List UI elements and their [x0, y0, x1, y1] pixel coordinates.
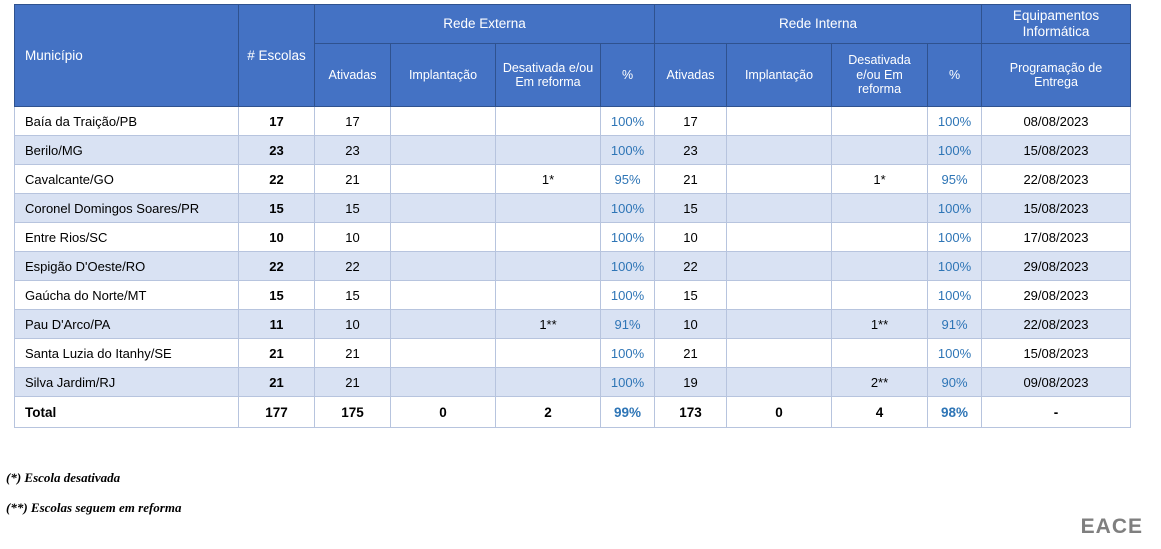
cell-int-implantacao	[727, 281, 832, 310]
header-int-ativadas: Ativadas	[655, 44, 727, 107]
cell-ext-implantacao	[391, 368, 496, 397]
table-row	[15, 136, 1131, 165]
table-row	[15, 368, 1131, 397]
header-ext-implantacao: Implantação	[391, 44, 496, 107]
table-body	[15, 107, 1131, 428]
cell-escolas: 22	[239, 252, 315, 281]
table-row	[15, 165, 1131, 194]
cell-ext-ativadas: 23	[315, 136, 391, 165]
total-cell-ext-ativadas: 175	[315, 397, 391, 428]
cell-int-implantacao	[727, 252, 832, 281]
header-row-groups	[15, 5, 1131, 44]
total-cell-int-implantacao: 0	[727, 397, 832, 428]
cell-escolas: 11	[239, 310, 315, 339]
cell-int-pct: 100%	[928, 194, 982, 223]
table-row	[15, 107, 1131, 136]
cell-int-pct: 95%	[928, 165, 982, 194]
cell-escolas: 21	[239, 368, 315, 397]
cell-ext-implantacao	[391, 194, 496, 223]
cell-ext-implantacao	[391, 107, 496, 136]
cell-ext-implantacao	[391, 310, 496, 339]
header-municipio: Município	[15, 5, 239, 107]
cell-ext-ativadas: 21	[315, 368, 391, 397]
cell-ext-ativadas: 10	[315, 310, 391, 339]
cell-municipio: Cavalcante/GO	[15, 165, 239, 194]
cell-municipio: Entre Rios/SC	[15, 223, 239, 252]
cell-municipio: Espigão D'Oeste/RO	[15, 252, 239, 281]
eace-logo: EACE	[1080, 515, 1143, 538]
header-rede-interna: Rede Interna	[655, 5, 982, 44]
cell-entrega: 29/08/2023	[982, 252, 1131, 281]
cell-int-pct: 91%	[928, 310, 982, 339]
cell-ext-pct: 100%	[601, 194, 655, 223]
table-row	[15, 281, 1131, 310]
cell-int-pct: 90%	[928, 368, 982, 397]
header-rede-externa: Rede Externa	[315, 5, 655, 44]
cell-entrega: 15/08/2023	[982, 339, 1131, 368]
cell-ext-desativada	[496, 136, 601, 165]
footnote-1: (*) Escola desativada	[6, 470, 121, 485]
cell-int-implantacao	[727, 310, 832, 339]
cell-entrega: 22/08/2023	[982, 165, 1131, 194]
cell-entrega: 17/08/2023	[982, 223, 1131, 252]
cell-ext-ativadas: 15	[315, 194, 391, 223]
header-ext-percent: %	[601, 44, 655, 107]
cell-escolas: 17	[239, 107, 315, 136]
cell-int-implantacao	[727, 339, 832, 368]
header-programacao-entrega: Programação de Entrega	[982, 44, 1131, 107]
cell-municipio: Berilo/MG	[15, 136, 239, 165]
cell-ext-implantacao	[391, 136, 496, 165]
cell-int-pct: 100%	[928, 339, 982, 368]
total-cell-municipio: Total	[15, 397, 239, 428]
cell-ext-desativada: 1*	[496, 165, 601, 194]
cell-int-desativada	[832, 107, 928, 136]
cell-entrega: 22/08/2023	[982, 310, 1131, 339]
cell-ext-pct: 100%	[601, 368, 655, 397]
cell-int-pct: 100%	[928, 107, 982, 136]
cell-int-implantacao	[727, 223, 832, 252]
cell-ext-desativada: 1**	[496, 310, 601, 339]
cell-municipio: Baía da Traição/PB	[15, 107, 239, 136]
footnote-2: (**) Escolas seguem em reforma	[6, 500, 182, 515]
cell-ext-ativadas: 17	[315, 107, 391, 136]
cell-entrega: 08/08/2023	[982, 107, 1131, 136]
header-escolas: # Escolas	[239, 5, 315, 107]
cell-ext-pct: 100%	[601, 281, 655, 310]
cell-ext-pct: 100%	[601, 107, 655, 136]
header-int-implantacao: Implantação	[727, 44, 832, 107]
header-int-desativada: Desativada e/ou Em reforma	[832, 44, 928, 107]
cell-int-desativada	[832, 281, 928, 310]
cell-ext-pct: 91%	[601, 310, 655, 339]
cell-int-desativada	[832, 194, 928, 223]
table-total-row	[15, 397, 1131, 428]
cell-municipio: Santa Luzia do Itanhy/SE	[15, 339, 239, 368]
table-container	[14, 4, 1130, 428]
cell-ext-ativadas: 10	[315, 223, 391, 252]
cell-escolas: 10	[239, 223, 315, 252]
cell-ext-implantacao	[391, 252, 496, 281]
cell-int-pct: 100%	[928, 252, 982, 281]
table-row	[15, 194, 1131, 223]
cell-int-implantacao	[727, 165, 832, 194]
cell-int-desativada	[832, 339, 928, 368]
cell-int-desativada: 1**	[832, 310, 928, 339]
cell-ext-pct: 100%	[601, 136, 655, 165]
cell-entrega: 15/08/2023	[982, 136, 1131, 165]
cell-int-implantacao	[727, 136, 832, 165]
cell-ext-pct: 100%	[601, 252, 655, 281]
header-equipamentos-informatica: Equipamentos Informática	[982, 5, 1131, 44]
cell-ext-pct: 100%	[601, 339, 655, 368]
total-cell-ext-pct: 99%	[601, 397, 655, 428]
cell-int-desativada	[832, 223, 928, 252]
cell-int-ativadas: 17	[655, 107, 727, 136]
total-cell-int-ativadas: 173	[655, 397, 727, 428]
cell-int-desativada: 1*	[832, 165, 928, 194]
cell-municipio: Coronel Domingos Soares/PR	[15, 194, 239, 223]
header-int-percent: %	[928, 44, 982, 107]
cell-ext-ativadas: 21	[315, 339, 391, 368]
schools-network-table	[14, 4, 1131, 428]
cell-int-desativada: 2**	[832, 368, 928, 397]
cell-int-ativadas: 10	[655, 223, 727, 252]
cell-ext-desativada	[496, 107, 601, 136]
header-ext-ativadas: Ativadas	[315, 44, 391, 107]
cell-ext-implantacao	[391, 281, 496, 310]
cell-entrega: 09/08/2023	[982, 368, 1131, 397]
cell-ext-desativada	[496, 368, 601, 397]
cell-ext-desativada	[496, 281, 601, 310]
cell-int-pct: 100%	[928, 136, 982, 165]
cell-ext-implantacao	[391, 165, 496, 194]
cell-entrega: 15/08/2023	[982, 194, 1131, 223]
footnotes	[6, 470, 181, 530]
cell-ext-desativada	[496, 339, 601, 368]
total-cell-int-pct: 98%	[928, 397, 982, 428]
total-cell-escolas: 177	[239, 397, 315, 428]
cell-ext-ativadas: 21	[315, 165, 391, 194]
cell-int-ativadas: 21	[655, 339, 727, 368]
cell-municipio: Gaúcha do Norte/MT	[15, 281, 239, 310]
cell-escolas: 15	[239, 194, 315, 223]
cell-ext-pct: 100%	[601, 223, 655, 252]
cell-ext-desativada	[496, 252, 601, 281]
cell-ext-desativada	[496, 223, 601, 252]
cell-int-ativadas: 10	[655, 310, 727, 339]
table-row	[15, 223, 1131, 252]
table-row	[15, 252, 1131, 281]
cell-int-ativadas: 15	[655, 194, 727, 223]
cell-ext-implantacao	[391, 339, 496, 368]
cell-int-pct: 100%	[928, 281, 982, 310]
table-row	[15, 310, 1131, 339]
cell-int-desativada	[832, 136, 928, 165]
table-row	[15, 339, 1131, 368]
cell-entrega: 29/08/2023	[982, 281, 1131, 310]
total-cell-int-desativada: 4	[832, 397, 928, 428]
header-ext-desativada: Desativada e/ou Em reforma	[496, 44, 601, 107]
cell-escolas: 21	[239, 339, 315, 368]
cell-ext-pct: 95%	[601, 165, 655, 194]
cell-int-implantacao	[727, 107, 832, 136]
cell-int-implantacao	[727, 368, 832, 397]
cell-int-implantacao	[727, 194, 832, 223]
total-cell-ext-desativada: 2	[496, 397, 601, 428]
cell-escolas: 22	[239, 165, 315, 194]
cell-int-ativadas: 19	[655, 368, 727, 397]
cell-int-ativadas: 21	[655, 165, 727, 194]
cell-int-ativadas: 23	[655, 136, 727, 165]
table-header	[15, 5, 1131, 107]
cell-ext-ativadas: 22	[315, 252, 391, 281]
cell-escolas: 23	[239, 136, 315, 165]
cell-int-desativada	[832, 252, 928, 281]
cell-municipio: Silva Jardim/RJ	[15, 368, 239, 397]
cell-int-pct: 100%	[928, 223, 982, 252]
total-cell-entrega: -	[982, 397, 1131, 428]
cell-escolas: 15	[239, 281, 315, 310]
cell-ext-ativadas: 15	[315, 281, 391, 310]
cell-municipio: Pau D'Arco/PA	[15, 310, 239, 339]
total-cell-ext-implantacao: 0	[391, 397, 496, 428]
cell-ext-desativada	[496, 194, 601, 223]
cell-int-ativadas: 22	[655, 252, 727, 281]
cell-ext-implantacao	[391, 223, 496, 252]
cell-int-ativadas: 15	[655, 281, 727, 310]
